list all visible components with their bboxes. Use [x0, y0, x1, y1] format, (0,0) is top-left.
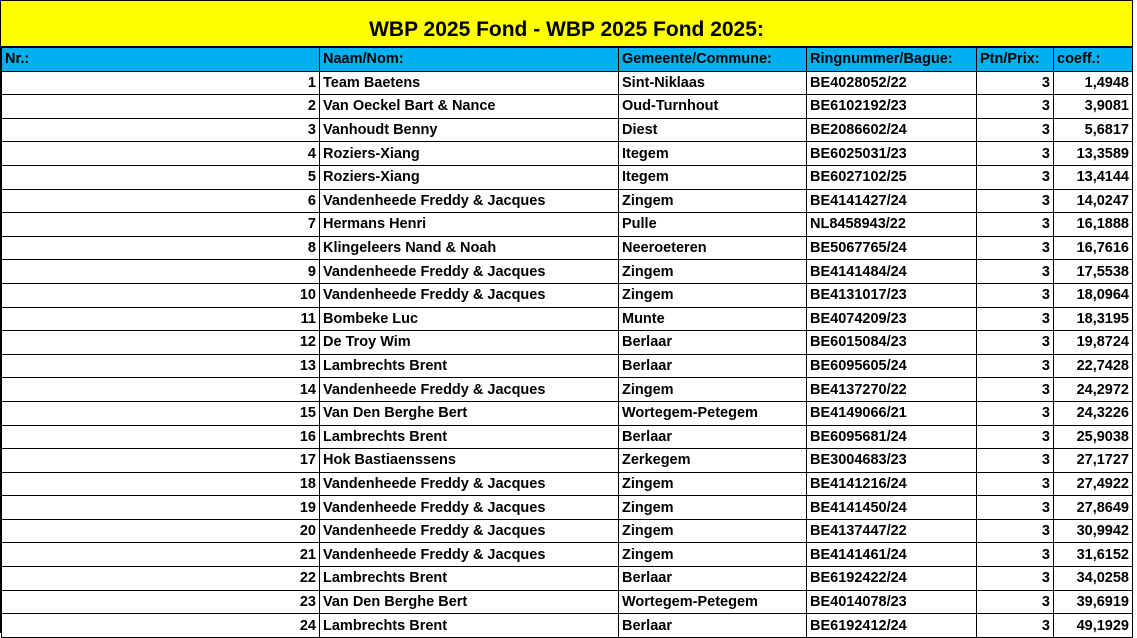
cell-points: 3: [977, 472, 1054, 496]
cell-coeff: 24,3226: [1054, 401, 1133, 425]
cell-nr: 3: [2, 118, 320, 142]
cell-ring: BE6095681/24: [807, 425, 977, 449]
cell-name: Roziers-Xiang: [320, 165, 619, 189]
cell-commune: Zingem: [619, 378, 807, 402]
cell-name: Vandenheede Freddy & Jacques: [320, 472, 619, 496]
cell-commune: Zingem: [619, 519, 807, 543]
cell-points: 3: [977, 118, 1054, 142]
table-row: [2, 378, 1133, 402]
cell-points: 3: [977, 236, 1054, 260]
cell-nr: 7: [2, 213, 320, 237]
cell-name: Vandenheede Freddy & Jacques: [320, 260, 619, 284]
cell-points: 3: [977, 496, 1054, 520]
cell-points: 3: [977, 283, 1054, 307]
cell-commune: Wortegem-Petegem: [619, 401, 807, 425]
cell-coeff: 19,8724: [1054, 331, 1133, 355]
cell-name: Vandenheede Freddy & Jacques: [320, 496, 619, 520]
cell-name: Vandenheede Freddy & Jacques: [320, 189, 619, 213]
table-row: [2, 449, 1133, 473]
header-name: Naam/Nom:: [320, 48, 619, 72]
cell-commune: Zingem: [619, 283, 807, 307]
cell-commune: Berlaar: [619, 425, 807, 449]
cell-ring: BE4141461/24: [807, 543, 977, 567]
table-row: [2, 567, 1133, 591]
cell-ring: BE6015084/23: [807, 331, 977, 355]
cell-nr: 18: [2, 472, 320, 496]
cell-name: Lambrechts Brent: [320, 567, 619, 591]
table-row: [2, 189, 1133, 213]
cell-ring: BE6192422/24: [807, 567, 977, 591]
cell-points: 3: [977, 95, 1054, 119]
cell-coeff: 49,1929: [1054, 614, 1133, 638]
cell-nr: 9: [2, 260, 320, 284]
cell-points: 3: [977, 331, 1054, 355]
results-table: [1, 47, 1133, 638]
cell-nr: 4: [2, 142, 320, 166]
cell-nr: 6: [2, 189, 320, 213]
cell-nr: 16: [2, 425, 320, 449]
cell-ring: BE4141450/24: [807, 496, 977, 520]
cell-commune: Itegem: [619, 142, 807, 166]
cell-points: 3: [977, 71, 1054, 95]
cell-commune: Zingem: [619, 543, 807, 567]
table-row: [2, 95, 1133, 119]
header-points: Ptn/Prix:: [977, 48, 1054, 72]
cell-points: 3: [977, 142, 1054, 166]
cell-coeff: 14,0247: [1054, 189, 1133, 213]
cell-ring: BE4074209/23: [807, 307, 977, 331]
header-row: [2, 48, 1133, 72]
table-row: [2, 307, 1133, 331]
cell-points: 3: [977, 260, 1054, 284]
cell-name: Lambrechts Brent: [320, 614, 619, 638]
cell-nr: 5: [2, 165, 320, 189]
cell-commune: Zerkegem: [619, 449, 807, 473]
cell-name: Van Den Berghe Bert: [320, 590, 619, 614]
table-row: [2, 213, 1133, 237]
cell-name: Klingeleers Nand & Noah: [320, 236, 619, 260]
cell-name: Vanhoudt Benny: [320, 118, 619, 142]
header-nr: Nr.:: [2, 48, 320, 72]
cell-coeff: 1,4948: [1054, 71, 1133, 95]
cell-nr: 12: [2, 331, 320, 355]
table-row: [2, 283, 1133, 307]
table-row: [2, 354, 1133, 378]
cell-name: Vandenheede Freddy & Jacques: [320, 283, 619, 307]
table-row: [2, 519, 1133, 543]
cell-nr: 1: [2, 71, 320, 95]
cell-points: 3: [977, 449, 1054, 473]
cell-commune: Zingem: [619, 260, 807, 284]
cell-points: 3: [977, 519, 1054, 543]
cell-commune: Berlaar: [619, 614, 807, 638]
cell-coeff: 13,3589: [1054, 142, 1133, 166]
cell-commune: Munte: [619, 307, 807, 331]
cell-name: De Troy Wim: [320, 331, 619, 355]
cell-commune: Zingem: [619, 496, 807, 520]
cell-coeff: 13,4144: [1054, 165, 1133, 189]
cell-ring: BE6095605/24: [807, 354, 977, 378]
cell-points: 3: [977, 189, 1054, 213]
table-row: [2, 425, 1133, 449]
cell-points: 3: [977, 378, 1054, 402]
cell-ring: BE6025031/23: [807, 142, 977, 166]
cell-commune: Neeroeteren: [619, 236, 807, 260]
table-row: [2, 142, 1133, 166]
table-row: [2, 590, 1133, 614]
header-coeff: coeff.:: [1054, 48, 1133, 72]
cell-commune: Oud-Turnhout: [619, 95, 807, 119]
cell-ring: BE4141216/24: [807, 472, 977, 496]
cell-name: Van Den Berghe Bert: [320, 401, 619, 425]
table-row: [2, 401, 1133, 425]
cell-coeff: 18,3195: [1054, 307, 1133, 331]
cell-ring: BE5067765/24: [807, 236, 977, 260]
cell-coeff: 16,1888: [1054, 213, 1133, 237]
cell-coeff: 22,7428: [1054, 354, 1133, 378]
cell-ring: BE2086602/24: [807, 118, 977, 142]
cell-points: 3: [977, 165, 1054, 189]
cell-commune: Zingem: [619, 472, 807, 496]
cell-coeff: 17,5538: [1054, 260, 1133, 284]
cell-coeff: 25,9038: [1054, 425, 1133, 449]
cell-points: 3: [977, 354, 1054, 378]
cell-coeff: 31,6152: [1054, 543, 1133, 567]
cell-ring: NL8458943/22: [807, 213, 977, 237]
cell-ring: BE4141484/24: [807, 260, 977, 284]
table-row: [2, 165, 1133, 189]
cell-nr: 19: [2, 496, 320, 520]
cell-commune: Sint-Niklaas: [619, 71, 807, 95]
cell-ring: BE4131017/23: [807, 283, 977, 307]
cell-coeff: 18,0964: [1054, 283, 1133, 307]
cell-name: Vandenheede Freddy & Jacques: [320, 543, 619, 567]
cell-commune: Zingem: [619, 189, 807, 213]
cell-commune: Pulle: [619, 213, 807, 237]
cell-points: 3: [977, 307, 1054, 331]
cell-nr: 10: [2, 283, 320, 307]
cell-name: Bombeke Luc: [320, 307, 619, 331]
cell-name: Lambrechts Brent: [320, 354, 619, 378]
cell-ring: BE4141427/24: [807, 189, 977, 213]
cell-name: Hermans Henri: [320, 213, 619, 237]
cell-coeff: 16,7616: [1054, 236, 1133, 260]
table-row: [2, 614, 1133, 638]
cell-points: 3: [977, 213, 1054, 237]
cell-coeff: 27,4922: [1054, 472, 1133, 496]
cell-coeff: 27,1727: [1054, 449, 1133, 473]
cell-nr: 17: [2, 449, 320, 473]
cell-name: Roziers-Xiang: [320, 142, 619, 166]
cell-commune: Itegem: [619, 165, 807, 189]
cell-points: 3: [977, 425, 1054, 449]
cell-ring: BE4137270/22: [807, 378, 977, 402]
cell-coeff: 24,2972: [1054, 378, 1133, 402]
cell-commune: Berlaar: [619, 567, 807, 591]
table-row: [2, 71, 1133, 95]
table-row: [2, 260, 1133, 284]
header-ring: Ringnummer/Bague:: [807, 48, 977, 72]
cell-commune: Diest: [619, 118, 807, 142]
cell-ring: BE3004683/23: [807, 449, 977, 473]
table-row: [2, 118, 1133, 142]
table-row: [2, 236, 1133, 260]
cell-ring: BE4149066/21: [807, 401, 977, 425]
cell-name: Lambrechts Brent: [320, 425, 619, 449]
cell-nr: 11: [2, 307, 320, 331]
cell-nr: 20: [2, 519, 320, 543]
cell-nr: 22: [2, 567, 320, 591]
cell-points: 3: [977, 401, 1054, 425]
cell-commune: Wortegem-Petegem: [619, 590, 807, 614]
cell-coeff: 34,0258: [1054, 567, 1133, 591]
cell-name: Van Oeckel Bart & Nance: [320, 95, 619, 119]
cell-ring: BE6027102/25: [807, 165, 977, 189]
cell-nr: 24: [2, 614, 320, 638]
cell-nr: 13: [2, 354, 320, 378]
cell-ring: BE4028052/22: [807, 71, 977, 95]
cell-coeff: 30,9942: [1054, 519, 1133, 543]
sheet-title: WBP 2025 Fond - WBP 2025 Fond 2025:: [1, 0, 1132, 47]
cell-nr: 2: [2, 95, 320, 119]
cell-points: 3: [977, 567, 1054, 591]
cell-ring: BE6192412/24: [807, 614, 977, 638]
cell-nr: 21: [2, 543, 320, 567]
cell-ring: BE4014078/23: [807, 590, 977, 614]
cell-nr: 15: [2, 401, 320, 425]
cell-ring: BE4137447/22: [807, 519, 977, 543]
cell-coeff: 5,6817: [1054, 118, 1133, 142]
cell-nr: 23: [2, 590, 320, 614]
cell-coeff: 27,8649: [1054, 496, 1133, 520]
header-commune: Gemeente/Commune:: [619, 48, 807, 72]
table-row: [2, 331, 1133, 355]
cell-name: Vandenheede Freddy & Jacques: [320, 519, 619, 543]
cell-commune: Berlaar: [619, 354, 807, 378]
cell-coeff: 39,6919: [1054, 590, 1133, 614]
cell-points: 3: [977, 590, 1054, 614]
cell-name: Vandenheede Freddy & Jacques: [320, 378, 619, 402]
cell-points: 3: [977, 543, 1054, 567]
table-row: [2, 472, 1133, 496]
table-row: [2, 543, 1133, 567]
cell-ring: BE6102192/23: [807, 95, 977, 119]
cell-nr: 14: [2, 378, 320, 402]
cell-points: 3: [977, 614, 1054, 638]
table-row: [2, 496, 1133, 520]
cell-commune: Berlaar: [619, 331, 807, 355]
cell-nr: 8: [2, 236, 320, 260]
cell-name: Team Baetens: [320, 71, 619, 95]
cell-name: Hok Bastiaenssens: [320, 449, 619, 473]
cell-coeff: 3,9081: [1054, 95, 1133, 119]
